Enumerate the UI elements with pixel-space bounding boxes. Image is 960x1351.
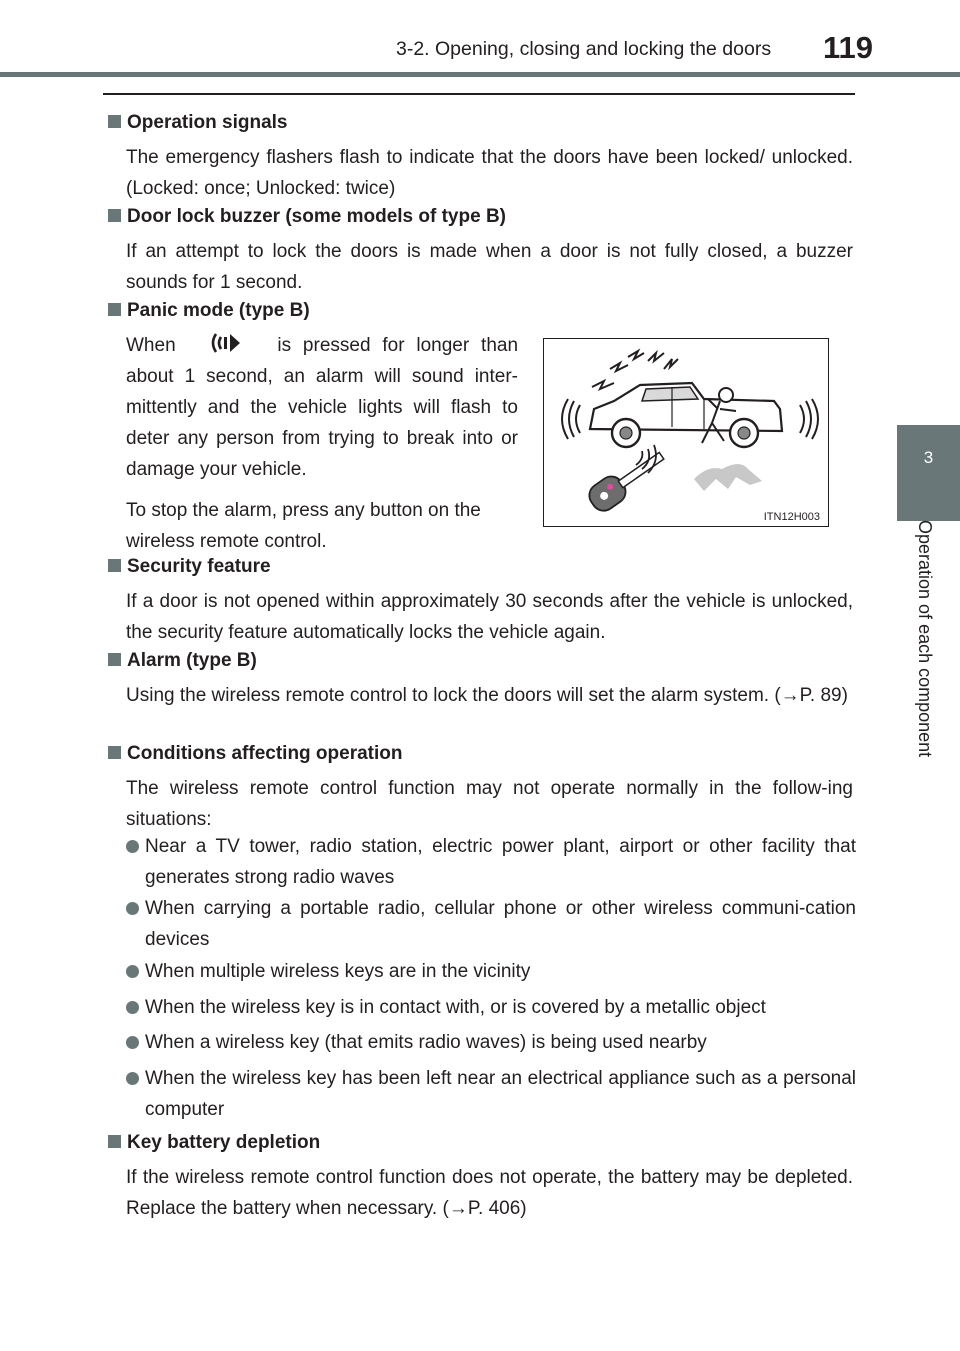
panic-mode-body-1: When is pressed for longer than about 1 second, an alarm will sound inter-mittently and the vehicle lights will flash to deter any person from trying to break into or damage your vehicle. xyxy=(126,330,518,485)
car-alarm-illustration xyxy=(544,339,827,525)
section-body: Using the wireless remote control to lock the doors will set the alarm system. (→P. 89) xyxy=(126,685,848,706)
list-item: When multiple wireless keys are in the vicinity xyxy=(126,956,856,987)
list-item: When the wireless key is in contact with, or is covered by a metallic object xyxy=(126,992,856,1023)
section-conditions xyxy=(108,741,860,835)
panic-mode-body-2: To stop the alarm, press any button on the wireless remote control. xyxy=(126,500,481,552)
section-heading: Conditions affecting operation xyxy=(108,741,860,767)
section-heading: Door lock buzzer (some models of type B) xyxy=(108,204,860,230)
square-bullet-icon xyxy=(108,746,121,759)
section-body: If the wireless remote control function does not operate, the battery may be depleted. Replace the battery when necessary. (→P. 406) xyxy=(126,1167,853,1219)
chapter-tab xyxy=(897,425,960,521)
content-top-rule xyxy=(103,93,855,95)
dot-bullet-icon xyxy=(126,1036,139,1049)
header-rule xyxy=(0,72,960,77)
dot-bullet-icon xyxy=(126,902,139,915)
section-body: If a door is not opened within approximately 30 seconds after the vehicle is unlocked, the security feature automatically locks the vehicle again. xyxy=(126,591,853,643)
dot-bullet-icon xyxy=(126,965,139,978)
square-bullet-icon xyxy=(108,209,121,222)
square-bullet-icon xyxy=(108,303,121,316)
panic-mode-illustration xyxy=(543,338,829,527)
panic-mode-text xyxy=(126,330,518,557)
section-operation-signals xyxy=(108,110,860,204)
section-alarm xyxy=(108,648,860,711)
dot-bullet-icon xyxy=(126,840,139,853)
section-key-battery xyxy=(108,1130,860,1224)
list-item: When carrying a portable radio, cellular phone or other wireless communi-cation devices xyxy=(126,893,856,955)
chapter-label: Operation of each component xyxy=(915,520,935,758)
section-heading: Security feature xyxy=(108,554,860,580)
chapter-number: 3 xyxy=(923,448,934,467)
square-bullet-icon xyxy=(108,1135,121,1148)
square-bullet-icon xyxy=(108,559,121,572)
section-body: The emergency flashers flash to indicate that the doors have been locked/ unlocked. (Locked: once; Unlocked: twice) xyxy=(126,147,853,199)
header-section-title: 3-2. Opening, closing and locking the doors xyxy=(396,38,772,60)
section-heading: Operation signals xyxy=(108,110,860,136)
section-heading: Key battery depletion xyxy=(108,1130,860,1156)
page-number: 119 xyxy=(823,30,874,65)
dot-bullet-icon xyxy=(126,1072,139,1085)
section-heading: Panic mode (type B) xyxy=(108,298,860,324)
figure-code: ITN12H003 xyxy=(763,511,820,523)
list-item: When the wireless key has been left near an electrical appliance such as a personal computer xyxy=(126,1063,856,1125)
dot-bullet-icon xyxy=(126,1001,139,1014)
square-bullet-icon xyxy=(108,115,121,128)
section-security-feature xyxy=(108,554,860,648)
section-heading: Alarm (type B) xyxy=(108,648,860,674)
list-item: When a wireless key (that emits radio waves) is being used nearby xyxy=(126,1027,856,1058)
square-bullet-icon xyxy=(108,653,121,666)
section-panic-mode xyxy=(108,298,860,324)
panic-button-icon xyxy=(188,332,266,354)
section-body: If an attempt to lock the doors is made when a door is not fully closed, a buzzer sounds for 1 second. xyxy=(126,241,853,293)
section-door-lock-buzzer xyxy=(108,204,860,298)
section-body: The wireless remote control function may not operate normally in the follow-ing situations: xyxy=(126,778,853,830)
list-item: Near a TV tower, radio station, electric power plant, airport or other facility that generates strong radio waves xyxy=(126,831,856,893)
